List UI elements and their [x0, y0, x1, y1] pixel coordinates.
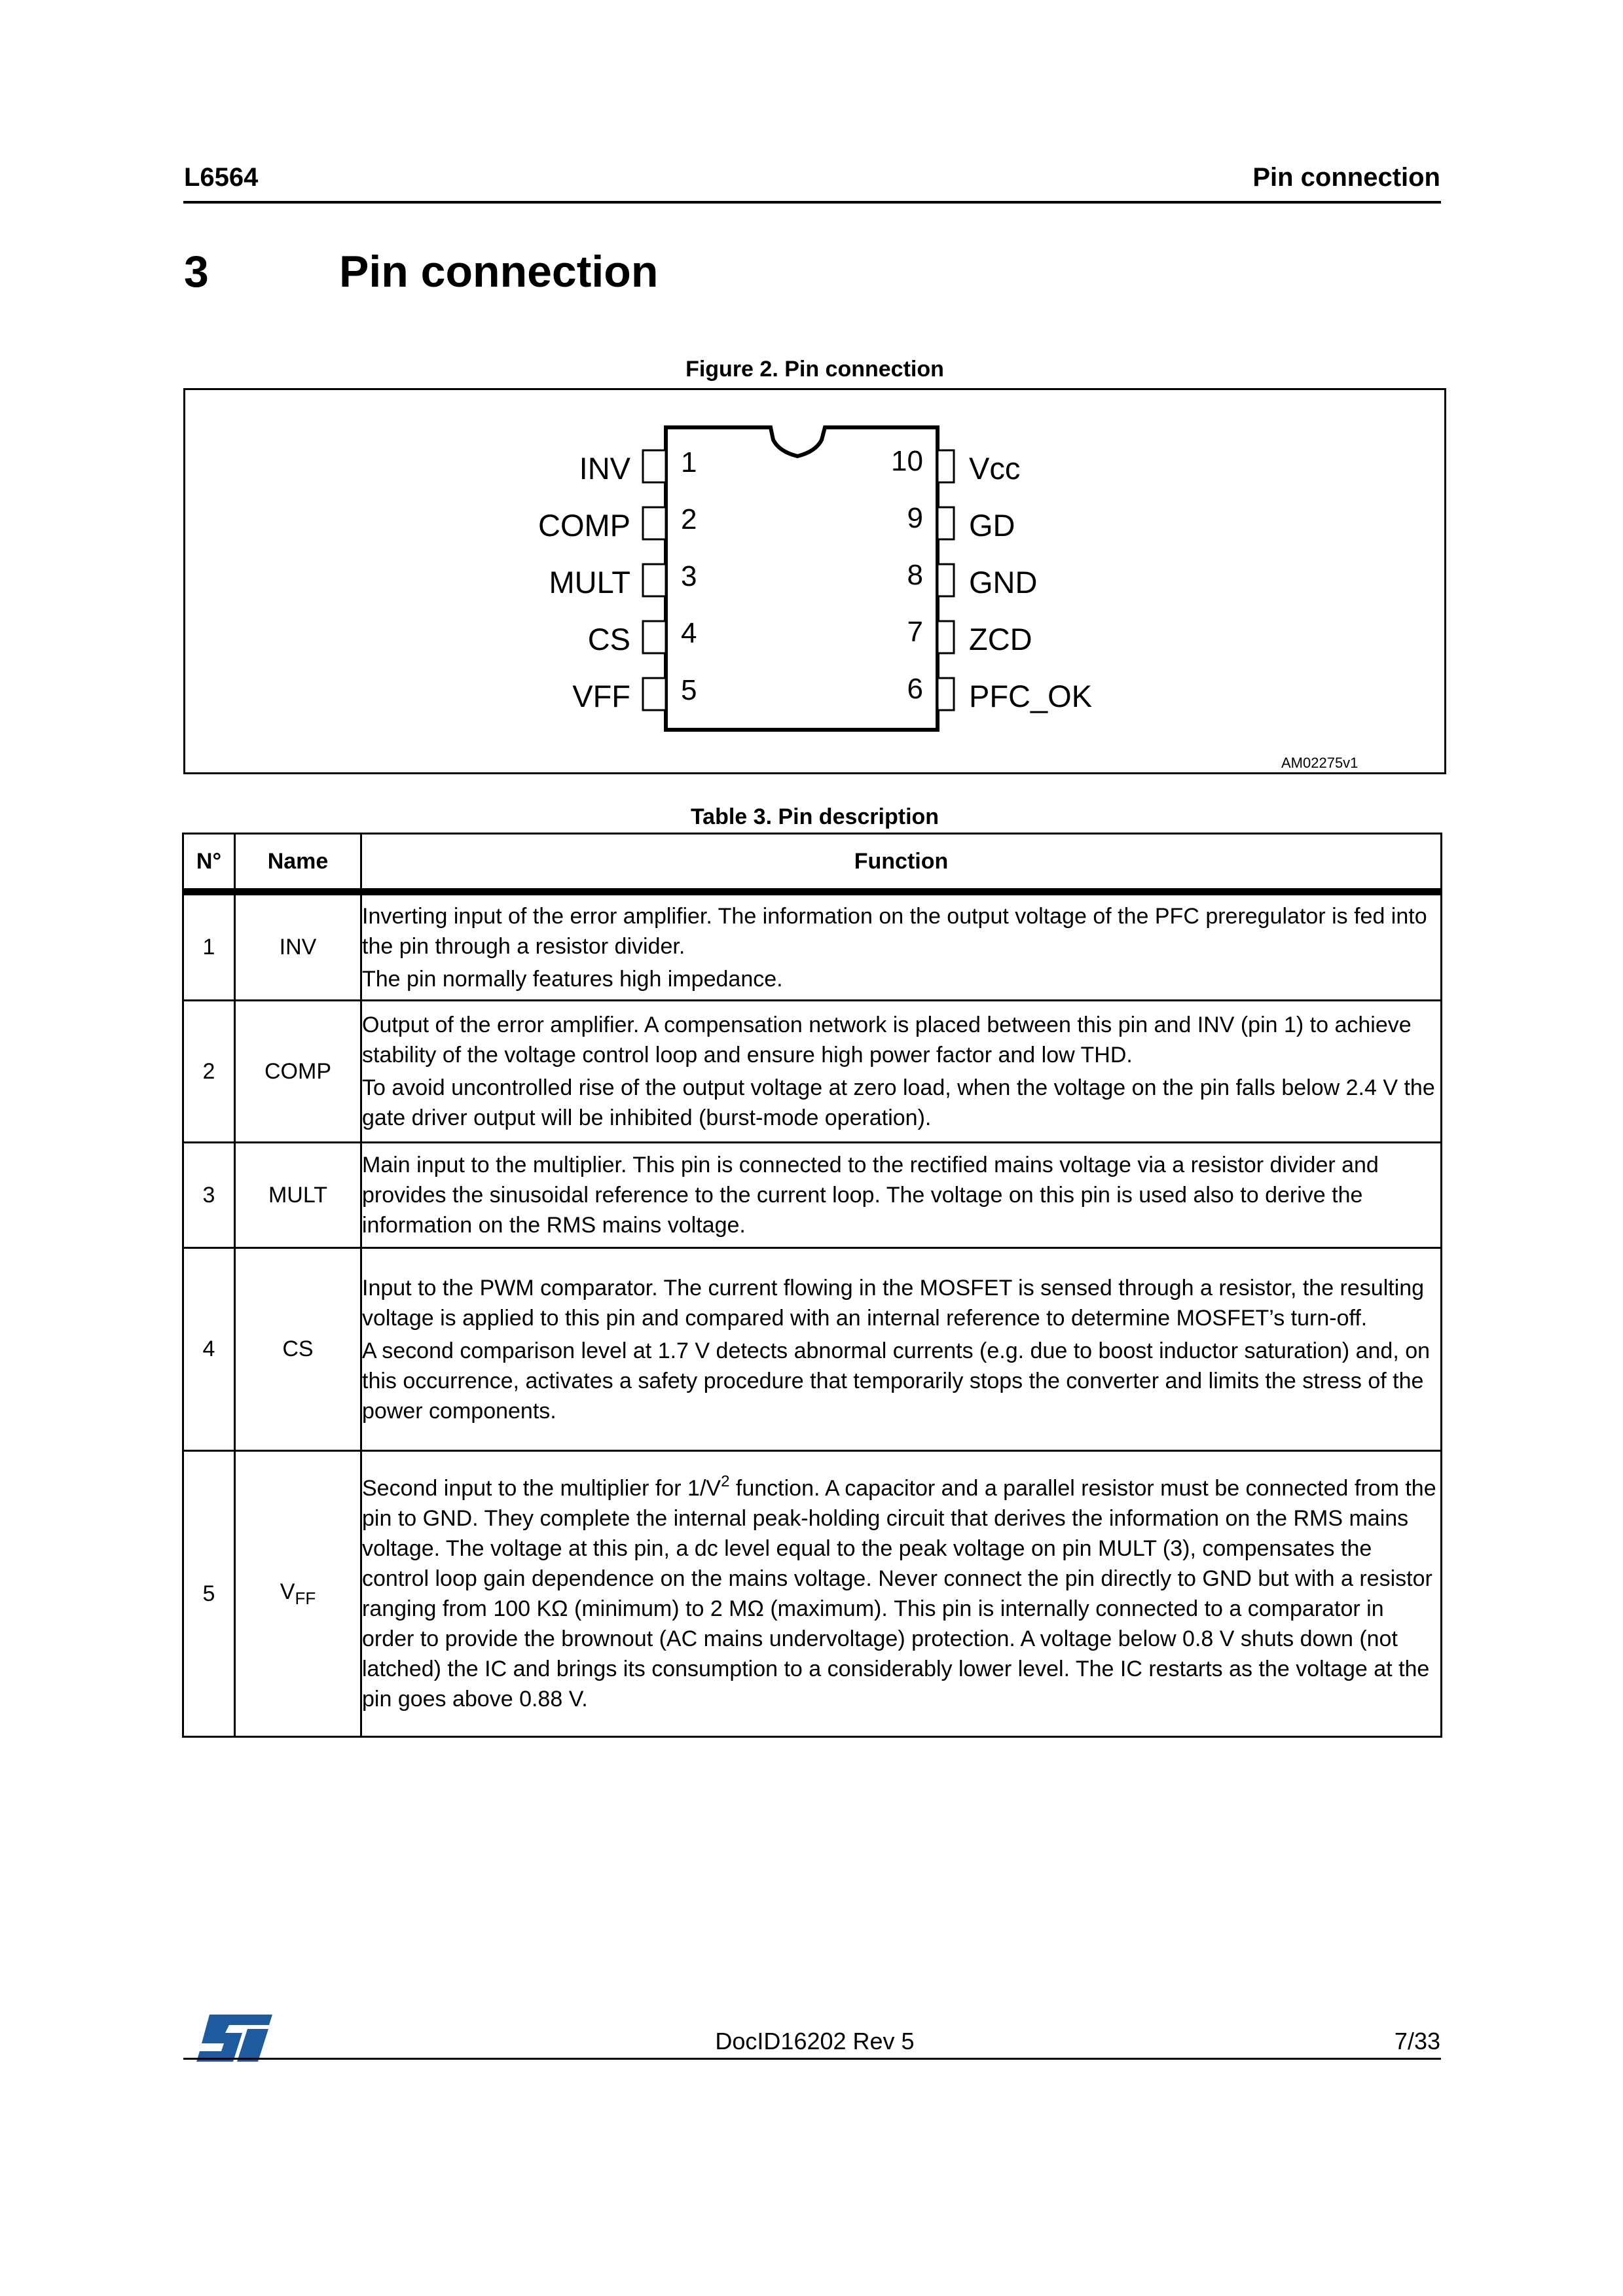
- pin-number-9: 9: [907, 502, 923, 534]
- function-paragraph: Input to the PWM comparator. The current flowing in the MOSFET is sensed through a resistor, the resulting voltage is applied to this pin and compared with an internal reference to determine MOSFET’s turn-off.: [362, 1275, 1425, 1331]
- pin-description-table: [182, 833, 1442, 1738]
- pin-number-1: 1: [681, 446, 697, 478]
- pin-label-comp: COMP: [538, 508, 630, 543]
- header-number: N°: [183, 834, 235, 892]
- pin-4-lead: [643, 621, 666, 653]
- pin-name-main: V: [280, 1579, 295, 1604]
- function-superscript: 2: [721, 1473, 730, 1490]
- function-paragraph: Inverting input of the error amplifier. The information on the output voltage of the PFC preregulator is fed into the pin through a resistor divider.: [362, 903, 1427, 959]
- pin-function: [361, 892, 1442, 1001]
- section-number: 3: [184, 247, 209, 296]
- pin-function: [361, 1451, 1442, 1737]
- pin-label-zcd: ZCD: [969, 622, 1032, 656]
- pin-3-lead: [643, 564, 666, 596]
- pin-label-vff: VFF: [572, 679, 630, 713]
- function-paragraph: To avoid uncontrolled rise of the output voltage at zero load, when the voltage on the pin falls below 2.4 V the gate driver output will be inhibited (burst-mode operation).: [362, 1075, 1435, 1130]
- figure-id-label: AM02275v1: [1281, 755, 1359, 771]
- pin-name: COMP: [235, 1001, 361, 1143]
- pin-number: 1: [183, 892, 235, 1001]
- function-text: function. A capacitor and a parallel resistor must be connected from the pin to GND. They complete the internal peak-holding circuit that derives the information on the RMS mains voltage. The voltage at this pin, a dc level equal to the peak voltage on pin MULT (3), compensates the control loop gain dependence on the mains voltage. Never connect the pin directly to GND but with a resistor ranging from 100 KΩ (minimum) to 2 MΩ (maximum). This pin is internally connected to a comparator in order to provide the brownout (AC mains undervoltage) protection. A voltage below 0.8 V shuts down (not latched) the IC and brings its consumption to a considerably lower level. The IC restarts as the voltage at the pin goes above 0.88 V.: [362, 1476, 1436, 1712]
- table-caption: Table 3. Pin description: [690, 804, 939, 829]
- pin-name: CS: [235, 1248, 361, 1451]
- pin-number-6: 6: [907, 673, 923, 705]
- figure-caption: Figure 2. Pin connection: [685, 357, 944, 382]
- function-paragraph: [362, 1473, 1440, 1714]
- pin-1-lead: [643, 450, 666, 482]
- page-header-section: Pin connection: [1252, 163, 1440, 192]
- function-paragraph: Main input to the multiplier. This pin is connected to the rectified mains voltage via a resistor divider and provides the sinusoidal reference to the current loop. The voltage on this pin is used also to derive the information on the RMS mains voltage.: [362, 1153, 1379, 1238]
- pin-name-subscript: FF: [295, 1588, 316, 1608]
- header-name: Name: [235, 834, 361, 892]
- pin-name: INV: [235, 892, 361, 1001]
- table-header-row: [183, 834, 1442, 892]
- pin-label-pfc-ok: PFC_OK: [969, 679, 1093, 713]
- table-row: [183, 892, 1442, 1001]
- pin-number: 5: [183, 1451, 235, 1737]
- pin-number-7: 7: [907, 616, 923, 648]
- pin-number-3: 3: [681, 560, 697, 592]
- footer-page-number: 7/33: [1394, 2028, 1440, 2054]
- pin-function: [361, 1143, 1442, 1248]
- pin-number: 4: [183, 1248, 235, 1451]
- pin-number-10: 10: [891, 445, 923, 477]
- pin-number: 3: [183, 1143, 235, 1248]
- pin-number-8: 8: [907, 559, 923, 591]
- pin-6-lead: [938, 678, 954, 710]
- footer-rule: [183, 2058, 1441, 2060]
- section-title: Pin connection: [339, 247, 659, 296]
- header-function: Function: [361, 834, 1442, 892]
- pin-9-lead: [938, 507, 954, 539]
- pin-label-gnd: GND: [969, 565, 1038, 600]
- pin-label-mult: MULT: [549, 565, 630, 600]
- table-row: [183, 1248, 1442, 1451]
- ic-package-diagram: [0, 0, 1623, 785]
- table-row: [183, 1143, 1442, 1248]
- pin-label-gd: GD: [969, 508, 1015, 543]
- pin-8-lead: [938, 564, 954, 596]
- table-row: [183, 1451, 1442, 1737]
- pin-label-vcc: Vcc: [969, 451, 1021, 486]
- function-paragraph: Output of the error amplifier. A compensation network is placed between this pin and INV (pin 1) to achieve stability of the voltage control loop and ensure high power factor and low THD.: [362, 1013, 1412, 1067]
- pin-function: [361, 1248, 1442, 1451]
- function-paragraph: A second comparison level at 1.7 V detects abnormal currents (e.g. due to boost inductor saturation) and, on this occurrence, activates a safety procedure that temporarily stops the converter and limits the stress of the power components.: [362, 1338, 1431, 1424]
- table-row: [183, 1001, 1442, 1143]
- pin-number: 2: [183, 1001, 235, 1143]
- footer-doc-id: DocID16202 Rev 5: [715, 2028, 915, 2054]
- page-header-product: L6564: [184, 163, 259, 192]
- pin-5-lead: [643, 678, 666, 710]
- function-paragraph: The pin normally features high impedance.: [362, 966, 783, 992]
- pin-number-5: 5: [681, 674, 697, 706]
- pin-10-lead: [938, 450, 954, 482]
- pin-name: [235, 1451, 361, 1737]
- pin-name: MULT: [235, 1143, 361, 1248]
- pin-number-4: 4: [681, 617, 697, 649]
- pin-label-cs: CS: [587, 622, 630, 656]
- function-text: Second input to the multiplier for 1/V: [362, 1476, 721, 1501]
- pin-function: [361, 1001, 1442, 1143]
- pin-number-2: 2: [681, 503, 697, 535]
- pin-7-lead: [938, 621, 954, 653]
- pin-2-lead: [643, 507, 666, 539]
- pin-label-inv: INV: [579, 451, 630, 486]
